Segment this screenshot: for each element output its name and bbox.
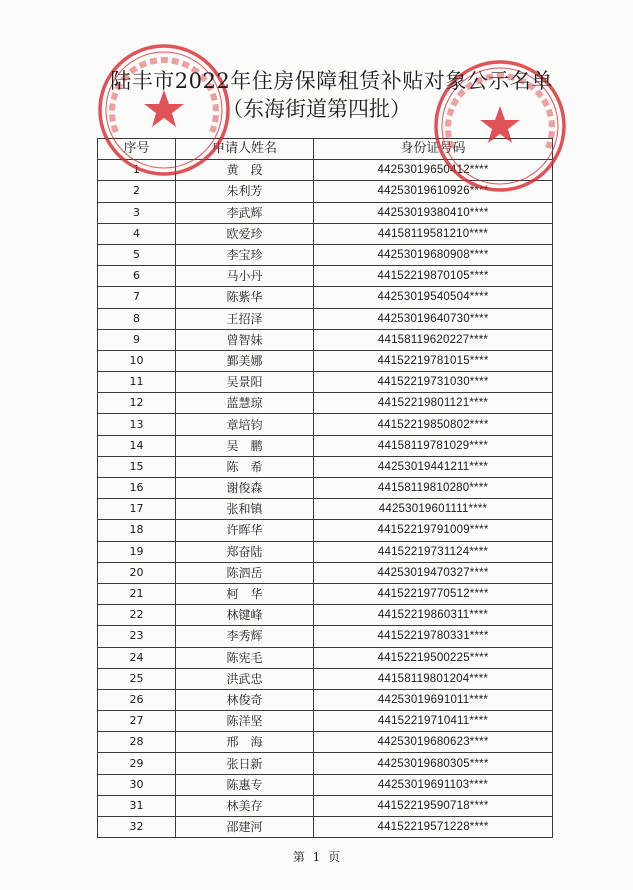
id-number-cell: 44152219731030**** xyxy=(314,372,553,393)
page-footer xyxy=(0,848,633,865)
serial-number-cell: 3 xyxy=(98,202,176,223)
serial-number-cell: 27 xyxy=(98,711,176,732)
table-row xyxy=(98,393,553,414)
applicant-name-cell: 林键峰 xyxy=(176,605,314,626)
id-number-cell: 44152219780331**** xyxy=(314,626,553,647)
applicant-name-cell: 林俊奇 xyxy=(176,689,314,710)
serial-number-cell: 15 xyxy=(98,456,176,477)
header-serial-number: 序号 xyxy=(98,139,176,160)
title-main: 陆丰市2022年住房保障租赁补贴对象公示名单 xyxy=(110,69,553,93)
applicant-name-cell: 曾智妹 xyxy=(176,329,314,350)
serial-number-cell: 17 xyxy=(98,499,176,520)
table-row xyxy=(98,583,553,604)
applicant-name-cell: 谢俊森 xyxy=(176,478,314,499)
applicant-name-cell: 邢 海 xyxy=(176,732,314,753)
serial-number-cell: 14 xyxy=(98,435,176,456)
table-row xyxy=(98,478,553,499)
applicant-name-cell: 陈紫华 xyxy=(176,287,314,308)
table-body xyxy=(98,160,553,838)
serial-number-cell: 20 xyxy=(98,562,176,583)
serial-number-cell: 29 xyxy=(98,753,176,774)
serial-number-cell: 1 xyxy=(98,160,176,181)
table-row xyxy=(98,287,553,308)
table-row xyxy=(98,562,553,583)
table-row xyxy=(98,689,553,710)
table-row xyxy=(98,774,553,795)
id-number-cell: 44253019610926**** xyxy=(314,181,553,202)
table-row xyxy=(98,605,553,626)
table-row xyxy=(98,329,553,350)
document-title xyxy=(0,68,633,122)
applicant-name-cell: 鄞美娜 xyxy=(176,350,314,371)
serial-number-cell: 10 xyxy=(98,350,176,371)
table-row xyxy=(98,435,553,456)
header-applicant-name: 申请人姓名 xyxy=(176,139,314,160)
table-row xyxy=(98,308,553,329)
serial-number-cell: 25 xyxy=(98,668,176,689)
subsidy-recipient-table xyxy=(97,138,553,838)
serial-number-cell: 9 xyxy=(98,329,176,350)
serial-number-cell: 5 xyxy=(98,244,176,265)
applicant-name-cell: 欧爱珍 xyxy=(176,223,314,244)
id-number-cell: 44253019540504**** xyxy=(314,287,553,308)
serial-number-cell: 22 xyxy=(98,605,176,626)
id-number-cell: 44158119781029**** xyxy=(314,435,553,456)
applicant-name-cell: 陈 希 xyxy=(176,456,314,477)
serial-number-cell: 23 xyxy=(98,626,176,647)
serial-number-cell: 8 xyxy=(98,308,176,329)
id-number-cell: 44152219590718**** xyxy=(314,795,553,816)
title-subtitle: （东海街道第四批） xyxy=(222,97,411,121)
serial-number-cell: 26 xyxy=(98,689,176,710)
table-row xyxy=(98,244,553,265)
serial-number-cell: 21 xyxy=(98,583,176,604)
applicant-name-cell: 蓝慧琼 xyxy=(176,393,314,414)
id-number-cell: 44253019470327**** xyxy=(314,562,553,583)
serial-number-cell: 31 xyxy=(98,795,176,816)
id-number-cell: 44158119581210**** xyxy=(314,223,553,244)
applicant-name-cell: 陈洋坚 xyxy=(176,711,314,732)
id-number-cell: 44152219770512**** xyxy=(314,583,553,604)
table-row xyxy=(98,541,553,562)
applicant-name-cell: 吴 鹏 xyxy=(176,435,314,456)
id-number-cell: 44152219571228**** xyxy=(314,817,553,838)
id-number-cell: 44152219710411**** xyxy=(314,711,553,732)
applicant-name-cell: 郑奋陆 xyxy=(176,541,314,562)
id-number-cell: 44253019691103**** xyxy=(314,774,553,795)
id-number-cell: 44253019640730**** xyxy=(314,308,553,329)
table-row xyxy=(98,520,553,541)
table-row xyxy=(98,817,553,838)
serial-number-cell: 11 xyxy=(98,372,176,393)
table-row xyxy=(98,456,553,477)
id-number-cell: 44253019680908**** xyxy=(314,244,553,265)
table-row xyxy=(98,711,553,732)
serial-number-cell: 24 xyxy=(98,647,176,668)
applicant-name-cell: 王招泽 xyxy=(176,308,314,329)
table-row xyxy=(98,350,553,371)
serial-number-cell: 19 xyxy=(98,541,176,562)
serial-number-cell: 16 xyxy=(98,478,176,499)
id-number-cell: 44152219860311**** xyxy=(314,605,553,626)
page-number: 1 xyxy=(312,850,321,864)
id-number-cell: 44152219500225**** xyxy=(314,647,553,668)
applicant-name-cell: 黄 段 xyxy=(176,160,314,181)
serial-number-cell: 32 xyxy=(98,817,176,838)
table-row xyxy=(98,372,553,393)
serial-number-cell: 7 xyxy=(98,287,176,308)
header-id-number: 身份证号码 xyxy=(314,139,553,160)
table-row xyxy=(98,668,553,689)
serial-number-cell: 6 xyxy=(98,266,176,287)
applicant-name-cell: 洪武忠 xyxy=(176,668,314,689)
applicant-name-cell: 马小丹 xyxy=(176,266,314,287)
id-number-cell: 44253019441211**** xyxy=(314,456,553,477)
applicant-name-cell: 李秀辉 xyxy=(176,626,314,647)
serial-number-cell: 2 xyxy=(98,181,176,202)
footer-prefix: 第 xyxy=(292,850,305,864)
applicant-name-cell: 朱利芳 xyxy=(176,181,314,202)
id-number-cell: 44152219870105**** xyxy=(314,266,553,287)
id-number-cell: 44158119810280**** xyxy=(314,478,553,499)
table-row xyxy=(98,647,553,668)
applicant-name-cell: 李武辉 xyxy=(176,202,314,223)
serial-number-cell: 30 xyxy=(98,774,176,795)
serial-number-cell: 18 xyxy=(98,520,176,541)
applicant-name-cell: 陈宪毛 xyxy=(176,647,314,668)
id-number-cell: 44253019680623**** xyxy=(314,732,553,753)
table-row xyxy=(98,223,553,244)
applicant-name-cell: 许晖华 xyxy=(176,520,314,541)
table-row xyxy=(98,414,553,435)
id-number-cell: 44152219801121**** xyxy=(314,393,553,414)
id-number-cell: 44152219850802**** xyxy=(314,414,553,435)
applicant-name-cell: 陈泗岳 xyxy=(176,562,314,583)
applicant-name-cell: 张日新 xyxy=(176,753,314,774)
table-row xyxy=(98,795,553,816)
applicant-name-cell: 柯 华 xyxy=(176,583,314,604)
id-number-cell: 44253019650412**** xyxy=(314,160,553,181)
id-number-cell: 44152219731124**** xyxy=(314,541,553,562)
footer-suffix: 页 xyxy=(328,850,341,864)
serial-number-cell: 28 xyxy=(98,732,176,753)
id-number-cell: 44152219781015**** xyxy=(314,350,553,371)
id-number-cell: 44158119620227**** xyxy=(314,329,553,350)
applicant-name-cell: 林美存 xyxy=(176,795,314,816)
table-row xyxy=(98,266,553,287)
id-number-cell: 44152219791009**** xyxy=(314,520,553,541)
id-number-cell: 44253019380410**** xyxy=(314,202,553,223)
id-number-cell: 44253019680305**** xyxy=(314,753,553,774)
applicant-name-cell: 陈惠专 xyxy=(176,774,314,795)
applicant-name-cell: 李宝珍 xyxy=(176,244,314,265)
table-row xyxy=(98,202,553,223)
table-row xyxy=(98,499,553,520)
id-number-cell: 44253019601111**** xyxy=(314,499,553,520)
table-row xyxy=(98,753,553,774)
id-number-cell: 44158119801204**** xyxy=(314,668,553,689)
serial-number-cell: 4 xyxy=(98,223,176,244)
serial-number-cell: 13 xyxy=(98,414,176,435)
applicant-name-cell: 张和镇 xyxy=(176,499,314,520)
table-row xyxy=(98,732,553,753)
applicant-name-cell: 章培钧 xyxy=(176,414,314,435)
applicant-name-cell: 吴景阳 xyxy=(176,372,314,393)
id-number-cell: 44253019691011**** xyxy=(314,689,553,710)
applicant-name-cell: 邵建河 xyxy=(176,817,314,838)
table-row xyxy=(98,626,553,647)
serial-number-cell: 12 xyxy=(98,393,176,414)
